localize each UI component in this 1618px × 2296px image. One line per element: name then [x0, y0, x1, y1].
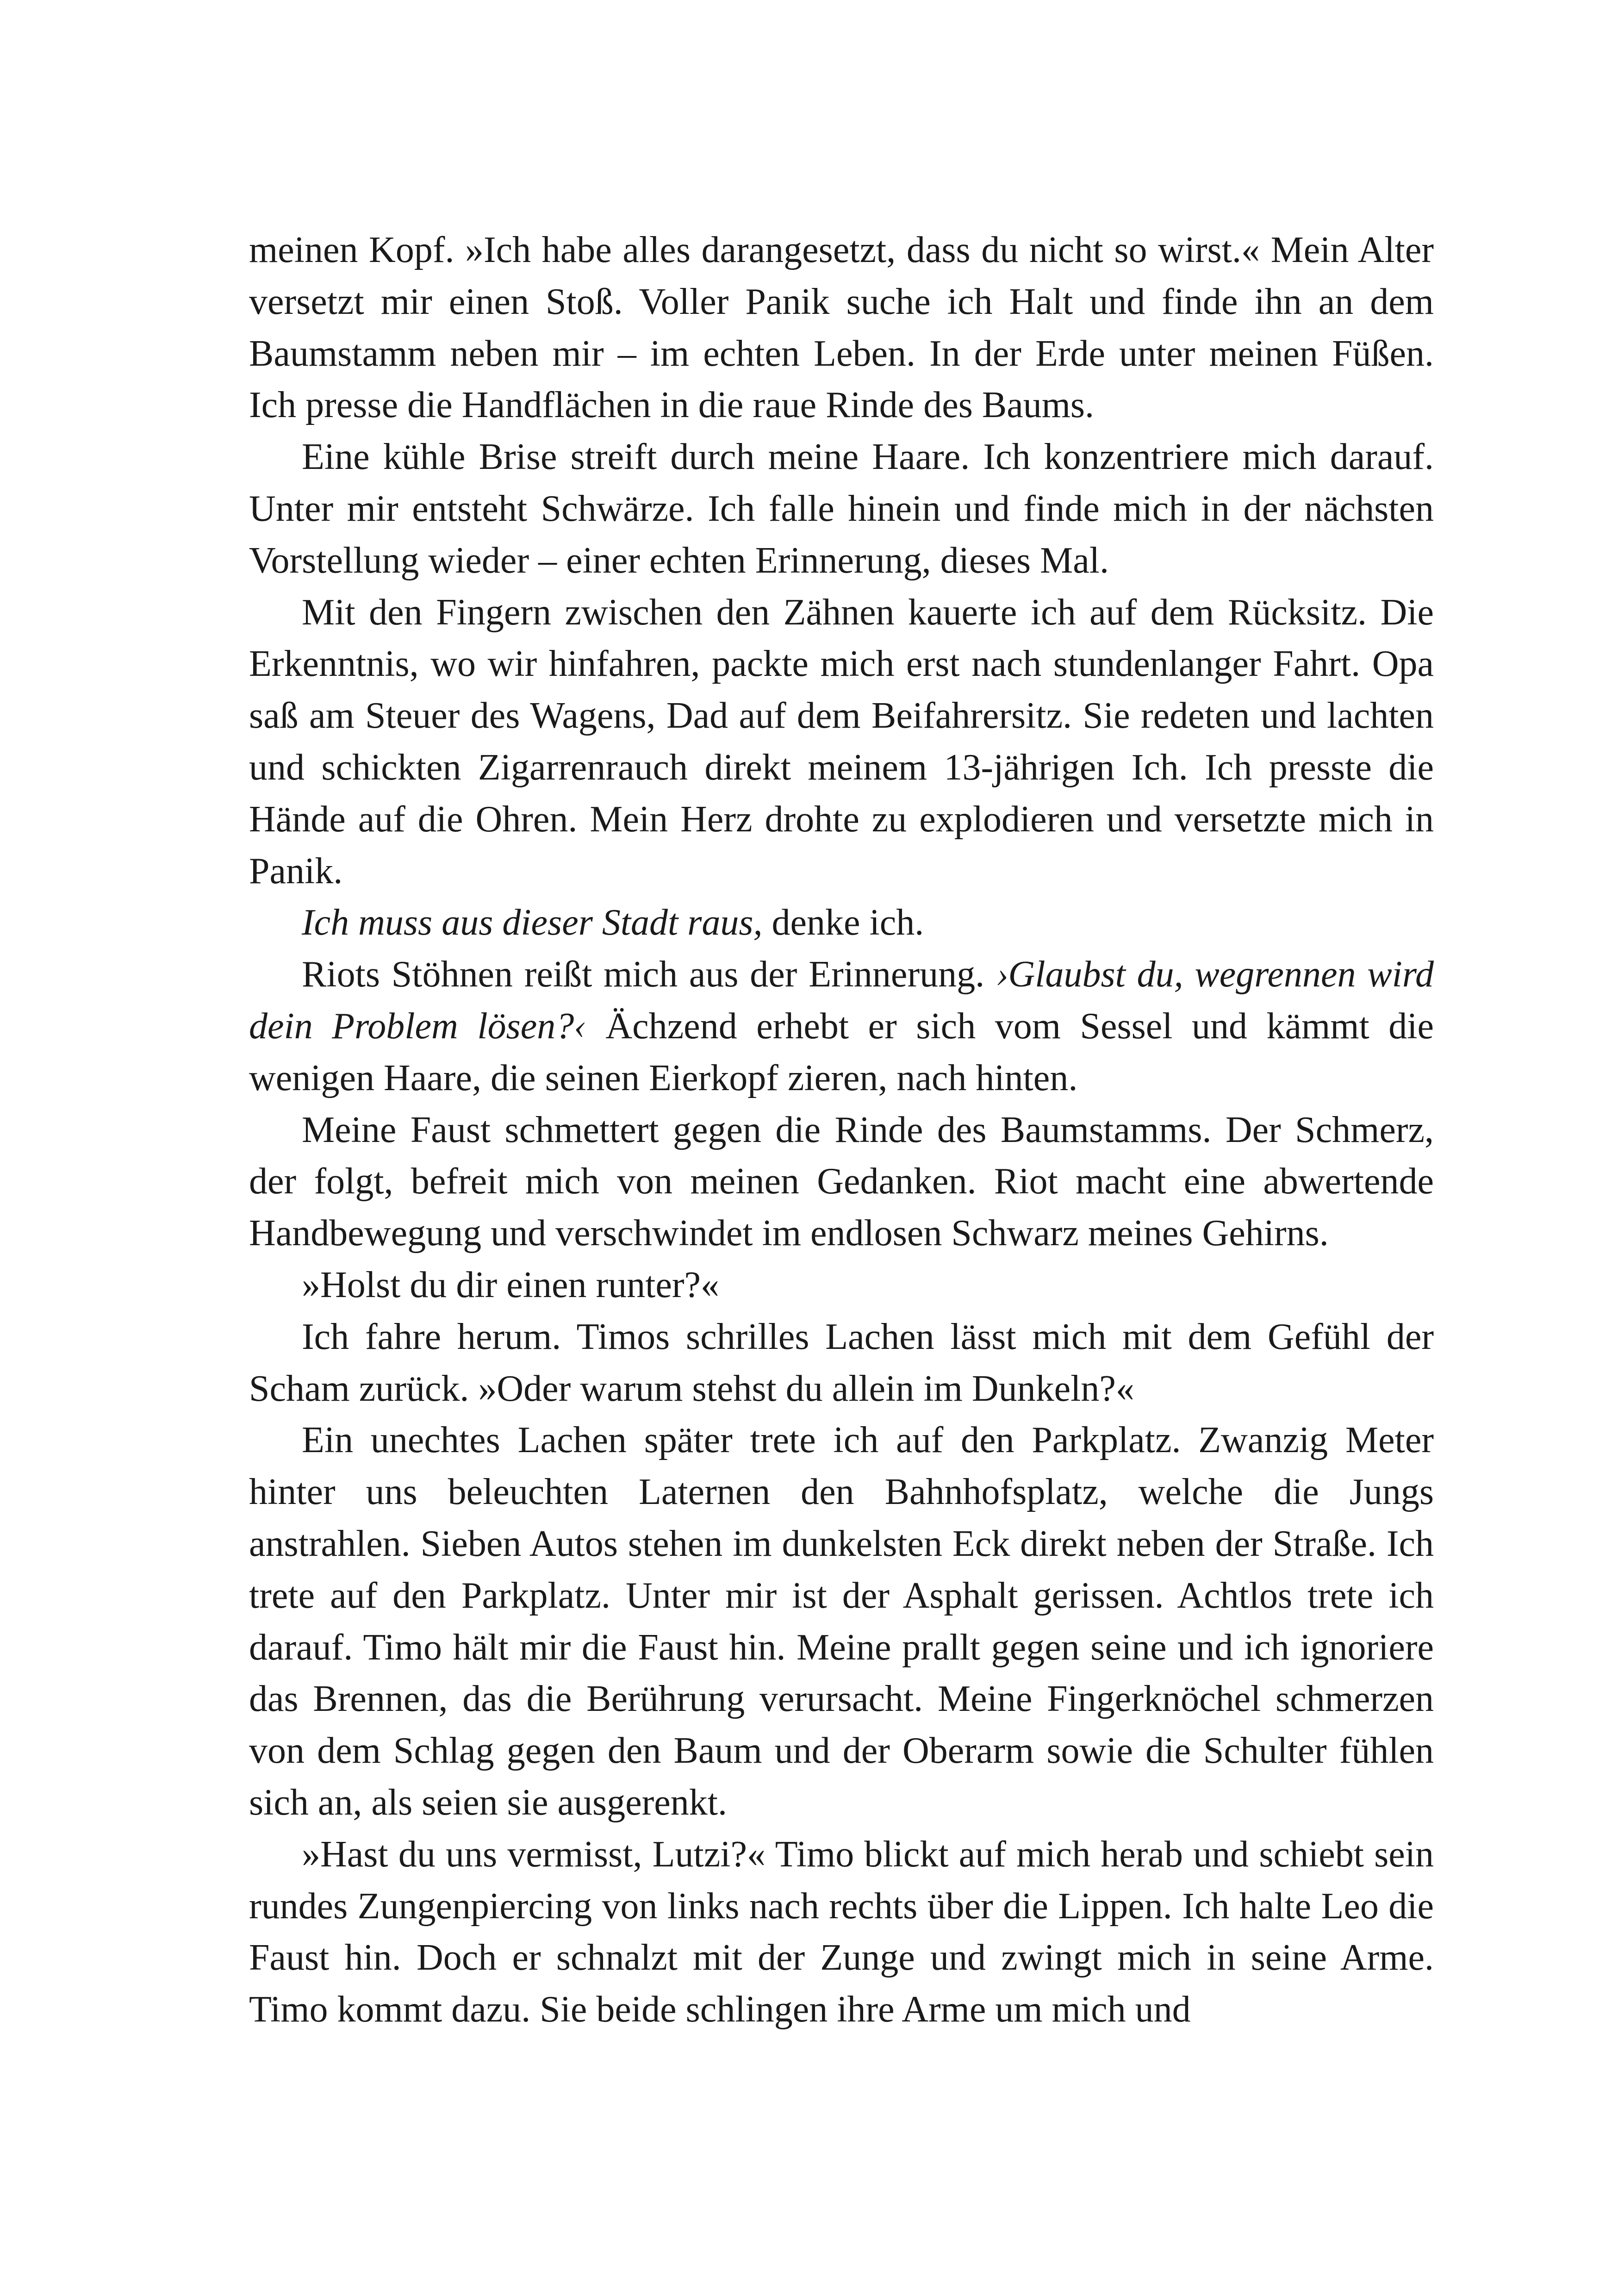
italic-text-run: ›Glaubst du, wegrennen wird dein Problem lösen?‹	[249, 954, 1434, 1047]
text-run: »Hast du uns vermisst, Lutzi?« Timo blickt auf mich herab und schiebt sein rundes Zungenpiercing von links nach rechts über die Lippen. Ich halte Leo die Faust hin. Doch er schnalzt mit der Zunge und zwingt mich in seine Arme. Timo kommt dazu. Sie beide schlingen ihre Arme um mich und	[249, 1834, 1434, 2030]
text-run: »Holst du dir einen runter?«	[302, 1264, 719, 1305]
paragraph	[249, 225, 1434, 431]
text-run: meinen Kopf. »Ich habe alles darangesetzt, dass du nicht so wirst.« Mein Alter versetzt mir einen Stoß. Voller Panik suche ich Halt und finde ihn an dem Baumstamm neben mir – im echten Leben. In der Erde unter meinen Füßen. Ich presse die Handflächen in die raue Rinde des Baums.	[249, 230, 1434, 426]
paragraph	[249, 1311, 1434, 1415]
paragraph	[249, 1829, 1434, 2036]
paragraph	[249, 949, 1434, 1104]
text-run: Ein unechtes Lachen später trete ich auf den Parkplatz. Zwanzig Meter hinter uns beleuchten Laternen den Bahnhofsplatz, welche die Jungs anstrahlen. Sieben Autos stehen im dunkelsten Eck direkt neben der Straße. Ich trete auf den Parkplatz. Unter mir ist der Asphalt gerissen. Achtlos trete ich darauf. Timo hält mir die Faust hin. Meine prallt gegen seine und ich ignoriere das Brennen, das die Berührung verursacht. Meine Fingerknöchel schmerzen von dem Schlag gegen den Baum und der Oberarm sowie die Schulter fühlen sich an, als seien sie ausgerenkt.	[249, 1420, 1434, 1823]
text-run: Eine kühle Brise streift durch meine Haare. Ich konzentriere mich darauf. Unter mir entsteht Schwärze. Ich falle hinein und finde mich in der nächsten Vorstellung wieder – einer echten Erinnerung, dieses Mal.	[249, 437, 1434, 581]
text-run: Riots Stöhnen reißt mich aus der Erinnerung.	[302, 954, 996, 995]
text-run: Meine Faust schmettert gegen die Rinde des Baumstamms. Der Schmerz, der folgt, befreit mich von meinen Gedanken. Riot macht eine abwertende Handbewegung und verschwindet im endlosen Schwarz meines Gehirns.	[249, 1109, 1434, 1254]
paragraph	[249, 587, 1434, 898]
paragraph	[249, 431, 1434, 586]
paragraph	[249, 1260, 1434, 1311]
text-run: Ich fahre herum. Timos schrilles Lachen lässt mich mit dem Gefühl der Scham zurück. »Oder warum stehst du allein im Dunkeln?«	[249, 1316, 1434, 1409]
italic-text-run: Ich muss aus dieser Stadt raus,	[302, 902, 763, 943]
text-run: Mit den Fingern zwischen den Zähnen kauerte ich auf dem Rücksitz. Die Erkenntnis, wo wir hinfahren, packte mich erst nach stundenlanger Fahrt. Opa saß am Steuer des Wagens, Dad auf dem Beifahrersitz. Sie redeten und lachten und schickten Zigarrenrauch direkt meinem 13-jährigen Ich. Ich presste die Hände auf die Ohren. Mein Herz drohte zu explodieren und versetzte mich in Panik.	[249, 592, 1434, 892]
paragraph	[249, 1104, 1434, 1260]
paragraph	[249, 1415, 1434, 1828]
paragraph	[249, 897, 1434, 949]
text-run: Ächzend erhebt er sich vom Sessel und kämmt die wenigen Haare, die seinen Eierkopf zieren, nach hinten.	[249, 1005, 1434, 1098]
body-text	[249, 225, 1434, 2036]
text-run: denke ich.	[762, 902, 924, 943]
